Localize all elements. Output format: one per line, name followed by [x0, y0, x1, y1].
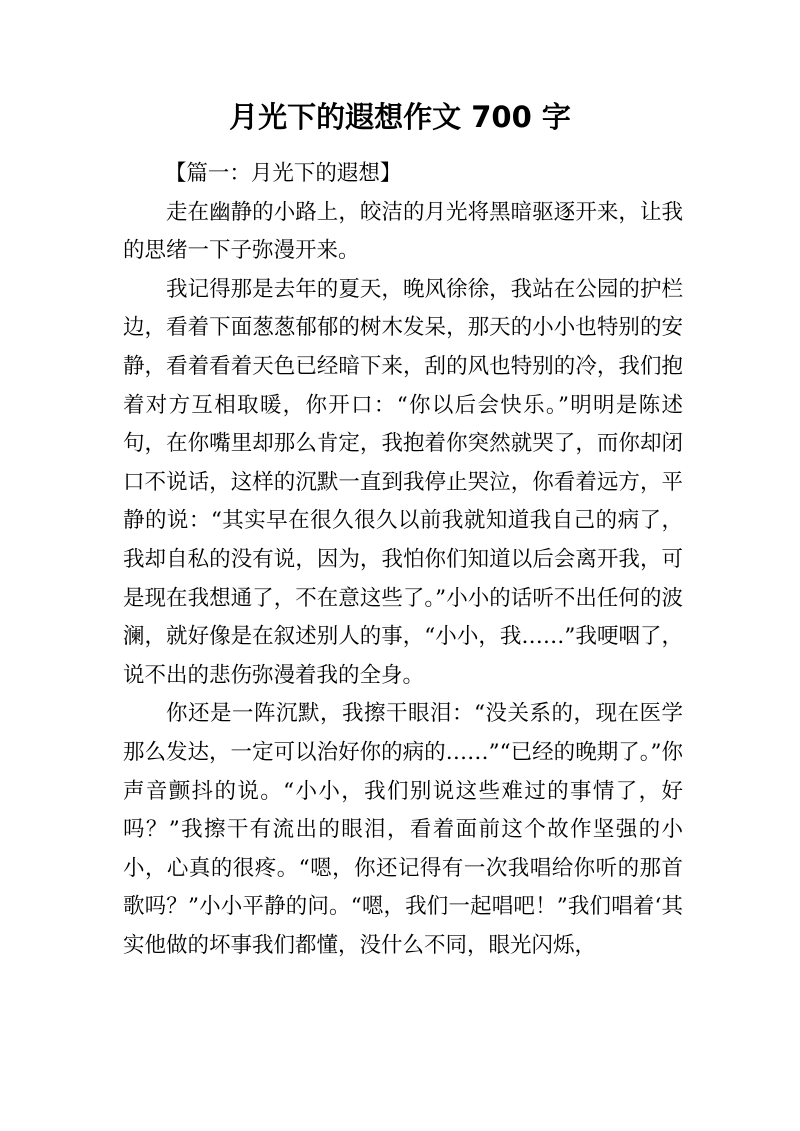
document-title: 月光下的遐想作文 700 字	[229, 100, 571, 134]
paragraph: 走在幽静的小路上，皎洁的月光将黑暗驱逐开来，让我的思绪一下子弥漫开来。	[123, 199, 683, 264]
paragraph: 你还是一阵沉默，我擦干眼泪：“没关系的，现在医学那么发达，一定可以治好你的病的……”“已经的晚期了。”你声音颤抖的说。“小小，我们别说这些难过的事情了，好吗？”我擦干有流出的眼泪，看着面前这个故作坚强的小小，心真的很疼。“嗯，你还记得有一次我唱给你听的那首歌吗？”小小平静的问。“嗯，我们一起唱吧！”我们唱着‘其实他做的坏事我们都懂，没什么不同，眼光闪烁，	[123, 701, 683, 958]
paragraph: 我记得那是去年的夏天，晚风徐徐，我站在公园的护栏边，看着下面葱葱郁郁的树木发呆，那天的小小也特别的安静，看着看着天色已经暗下来，刮的风也特别的冷，我们抱着对方互相取暖，你开口：“你以后会快乐。”明明是陈述句，在你嘴里却那么肯定，我抱着你突然就哭了，而你却闭口不说话，这样的沉默一直到我停止哭泣，你看着远方，平静的说：“其实早在很久很久以前我就知道我自己的病了，我却自私的没有说，因为，我怕你们知道以后会离开我，可是现在我想通了，不在意这些了。”小小的话听不出任何的波澜，就好像是在叙述别人的事，“小小，我……”我哽咽了，说不出的悲伤弥漫着我的全身。	[123, 276, 683, 688]
document-body	[123, 155, 683, 965]
section-heading: 【篇一：月光下的遐想】	[164, 161, 402, 186]
